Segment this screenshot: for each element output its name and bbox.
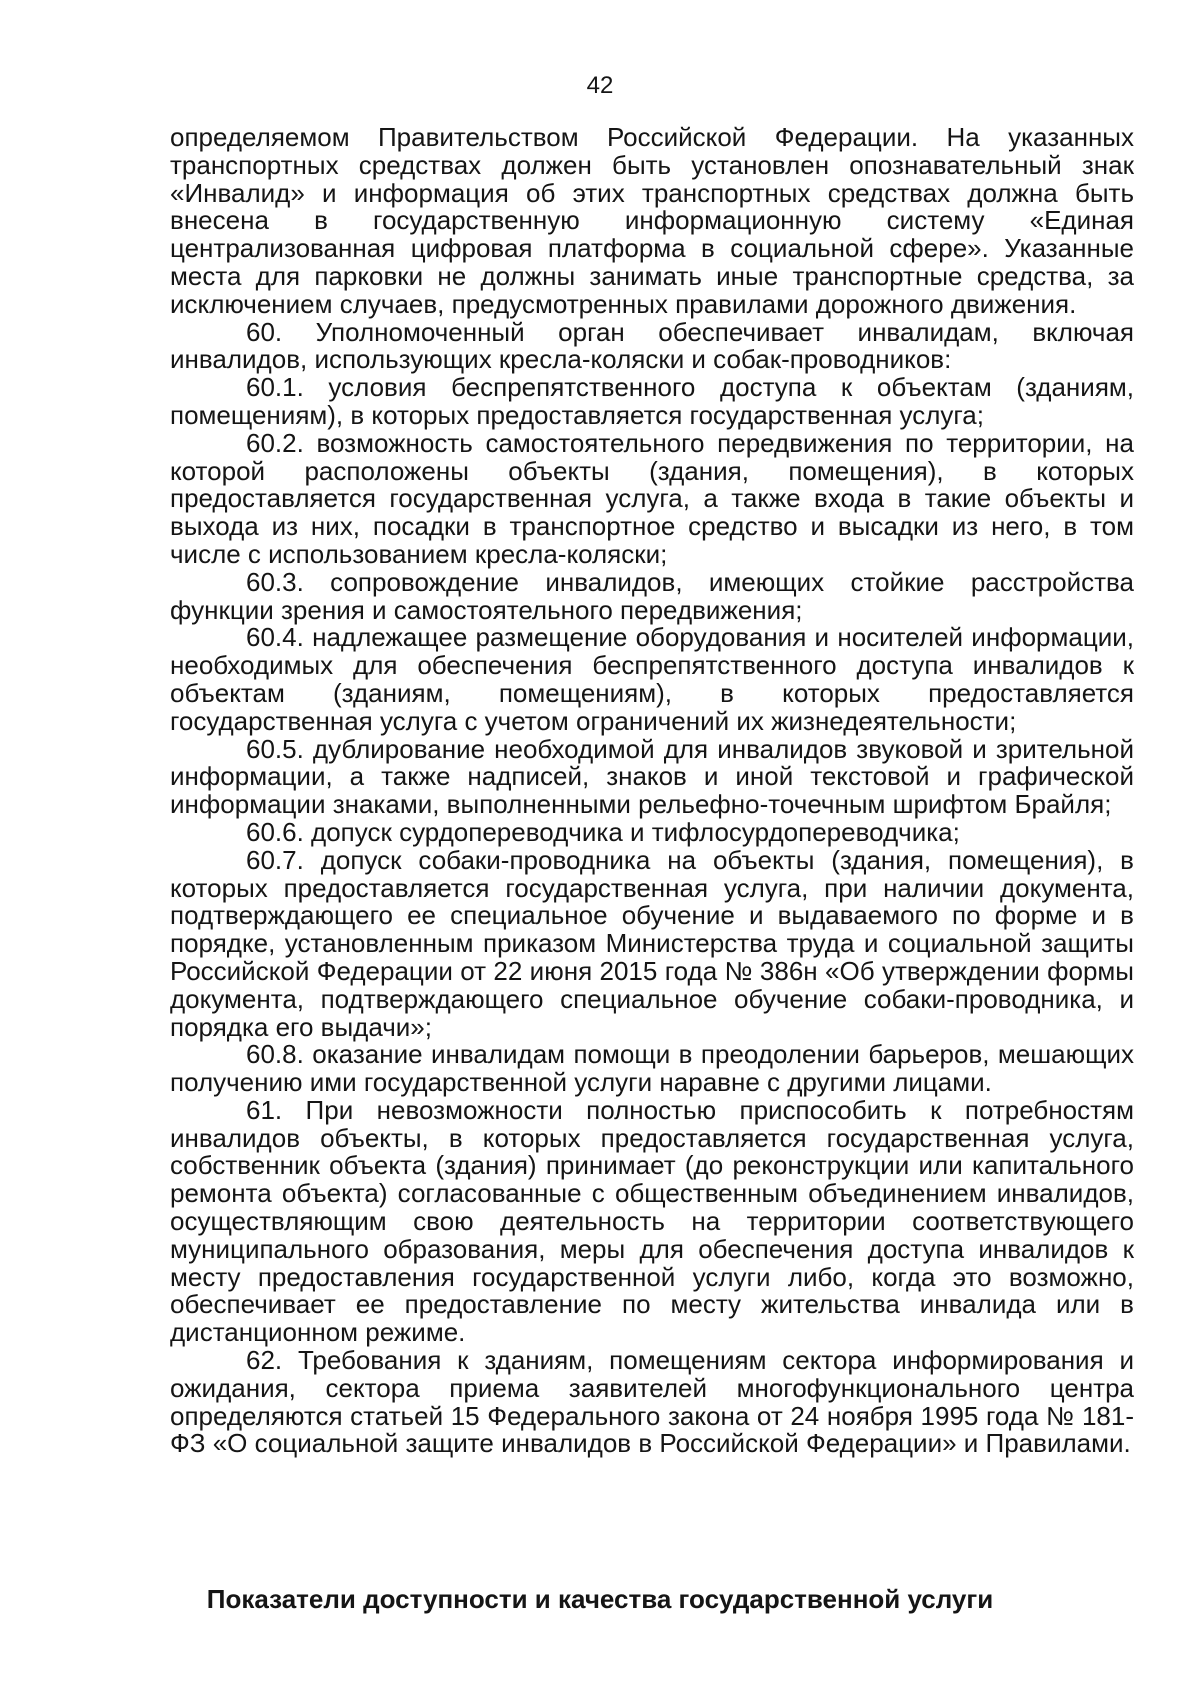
paragraph-60-8: 60.8. оказание инвалидам помощи в преодолении барьеров, мешающих получению ими государственной услуги наравне с другими лицами. <box>170 1039 1134 1098</box>
paragraph-60-4: 60.4. надлежащее размещение оборудования и носителей информации, необходимых для обеспечения беспрепятственного доступа инвалидов к объектам (зданиям, помещениям), в которых предоставляется государственная услуга с учетом ограничений их жизнедеятельности; <box>170 622 1134 736</box>
paragraph-61: 61. При невозможности полностью приспособить к потребностям инвалидов объекты, в которых предоставляется государственная услуга, собственник объекта (здания) принимает (до реконструкции или капитального ремонта объекта) согласованные с общественным объединением инвалидов, осуществляющим свою деятельность на территории соответствующего муниципального образования, меры для обеспечения доступа инвалидов к месту предоставления государственной услуги либо, когда это возможно, обеспечивает ее предоставление по месту жительства инвалида или в дистанционном режиме. <box>170 1094 1134 1348</box>
paragraph-60-6: 60.6. допуск сурдопереводчика и тифлосурдопереводчика; <box>246 816 960 847</box>
paragraph-60: 60. Уполномоченный орган обеспечивает инвалидам, включая инвалидов, использующих кресла-коляски и собак-проводников: <box>170 316 1134 375</box>
section-heading: Показатели доступности и качества государственной услуги <box>206 1584 994 1614</box>
paragraph-60-3: 60.3. сопровождение инвалидов, имеющих стойкие расстройства функции зрения и самостоятельного передвижения; <box>170 566 1134 625</box>
paragraph-60-1: 60.1. условия беспрепятственного доступа к объектам (зданиям, помещениям), в которых предоставляется государственная услуга; <box>170 372 1134 430</box>
paragraph-60-7: 60.7. допуск собаки-проводника на объекты (здания, помещения), в которых предоставляется государственная услуга, при наличии документа, подтверждающего ее специальное обучение и выдаваемого по форме и в порядке, установленным приказом Министерства труда и социальной защиты Российской Федерации от 22 июня 2015 года № 386н «Об утверждении формы документа, подтверждающего специальное обучение собаки-проводника, и порядка его выдачи»; <box>170 844 1134 1042</box>
page-number: 42 <box>586 72 614 99</box>
paragraph-60-5: 60.5. дублирование необходимой для инвалидов звуковой и зрительной информации, а также надписей, знаков и иной текстовой и графической информации знаками, выполненными рельефно-точечным шрифтом Брайля; <box>170 733 1134 820</box>
paragraph-continuation: определяемом Правительством Российской Федерации. На указанных транспортных средствах должен быть установлен опознавательный знак «Инвалид» и информация об этих транспортных средствах должна быть внесена в государственную информационную систему «Единая централизованная цифровая платформа в социальной сфере». Указанные места для парковки не должны занимать иные транспортные средства, за исключением случаев, предусмотренных правилами дорожного движения. <box>170 122 1134 319</box>
document-body <box>170 124 1134 1458</box>
paragraph-60-2: 60.2. возможность самостоятельного передвижения по территории, на которой расположены объекты (здания, помещения), в которых предоставляется государственная услуга, а также входа в такие объекты и выхода из них, посадки в транспортное средство и высадки из него, в том числе с использованием кресла-коляски; <box>170 427 1134 569</box>
paragraph-62: 62. Требования к зданиям, помещениям сектора информирования и ожидания, сектора приема заявителей многофункционального центра определяются статьей 15 Федерального закона от 24 ноября 1995 года № 181-ФЗ «О социальной защите инвалидов в Российской Федерации» и Правилами. <box>170 1345 1134 1459</box>
